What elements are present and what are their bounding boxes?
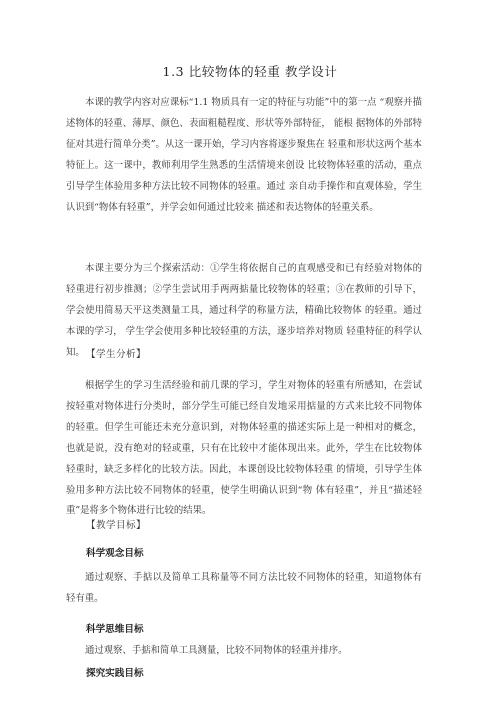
document-title: 1.3 比较物体的轻重 教学设计 — [162, 64, 338, 79]
goal-heading-science-concept: 科学观念目标 — [86, 548, 144, 559]
goal-heading-science-thinking: 科学思维目标 — [86, 624, 144, 635]
section-heading-student-analysis: 【学生分析】 — [86, 349, 146, 360]
intro-paragraph-2: 本课主要分为三个探索活动：①学生将依据自己的直观感受和已有经验对物体的轻重进行初步推测；②学生尝试用手两两掂量比较物体的轻重；③在教师的引导下，学会使用简易天平这类测量工具，通过科学的称量方法，精确比较物体 的轻重。通过本课的学习， 学生学会使用多种比较轻重的方法，逐步培养对物质 轻重特征的科学认知。 — [66, 263, 422, 358]
goal-text-science-concept: 通过观察、手掂以及简单工具称量等不同方法比较不同物体的轻重，知道物体有轻有重。 — [66, 572, 422, 604]
goal-text-science-thinking: 通过观察、手掂和简单工具测量，比较不同物体的轻重并排序。 — [85, 645, 348, 656]
goal-heading-inquiry-practice: 探究实践目标 — [86, 668, 144, 679]
intro-paragraph-1: 本课的教学内容对应课标“1.1 物质具有一定的特征与功能”中的第一点 “观察并描述物体的轻重、薄厚、颜色、表面粗糙程度、形状等外部特征， 能根 据物体的外部特征对其进行简单分类”。从这一课开始，学习内容将逐步聚焦在 轻重和形状这两个基本特征上。这一课中，教师利用学生熟悉的生活情境来创设 比较物体轻重的活动，重点引导学生体验用多种方法比较不同物体的轻重。通过 亲自动手操作和直观体验，学生认识到“物体有轻重”，并学会如何通过比较来 描述和表达物体的轻重关系。 — [66, 97, 422, 213]
section-heading-teaching-goals: 【教学目标】 — [86, 520, 146, 531]
student-analysis-paragraph: 根据学生的学习生活经验和前几课的学习，学生对物体的轻重有所感知，在尝试按轻重对物体进行分类时，部分学生可能已经自发地采用掂量的方式来比较不同物体的轻重。但学生可能还未充分意识到，对物体轻重的描述实际上是一种相对的概念，也就是说，没有绝对的轻或重，只有在比较中才能体现出来。此外，学生在比较物体轻重时，缺乏多样化的比较方法。因此，本课创设比较物体轻重 的情境，引导学生体验用多种方法比较不同物体的轻重，使学生明确认识到“物 体有轻重”，并且“描述轻重”是将多个物体进行比较的结果。 — [66, 380, 422, 517]
